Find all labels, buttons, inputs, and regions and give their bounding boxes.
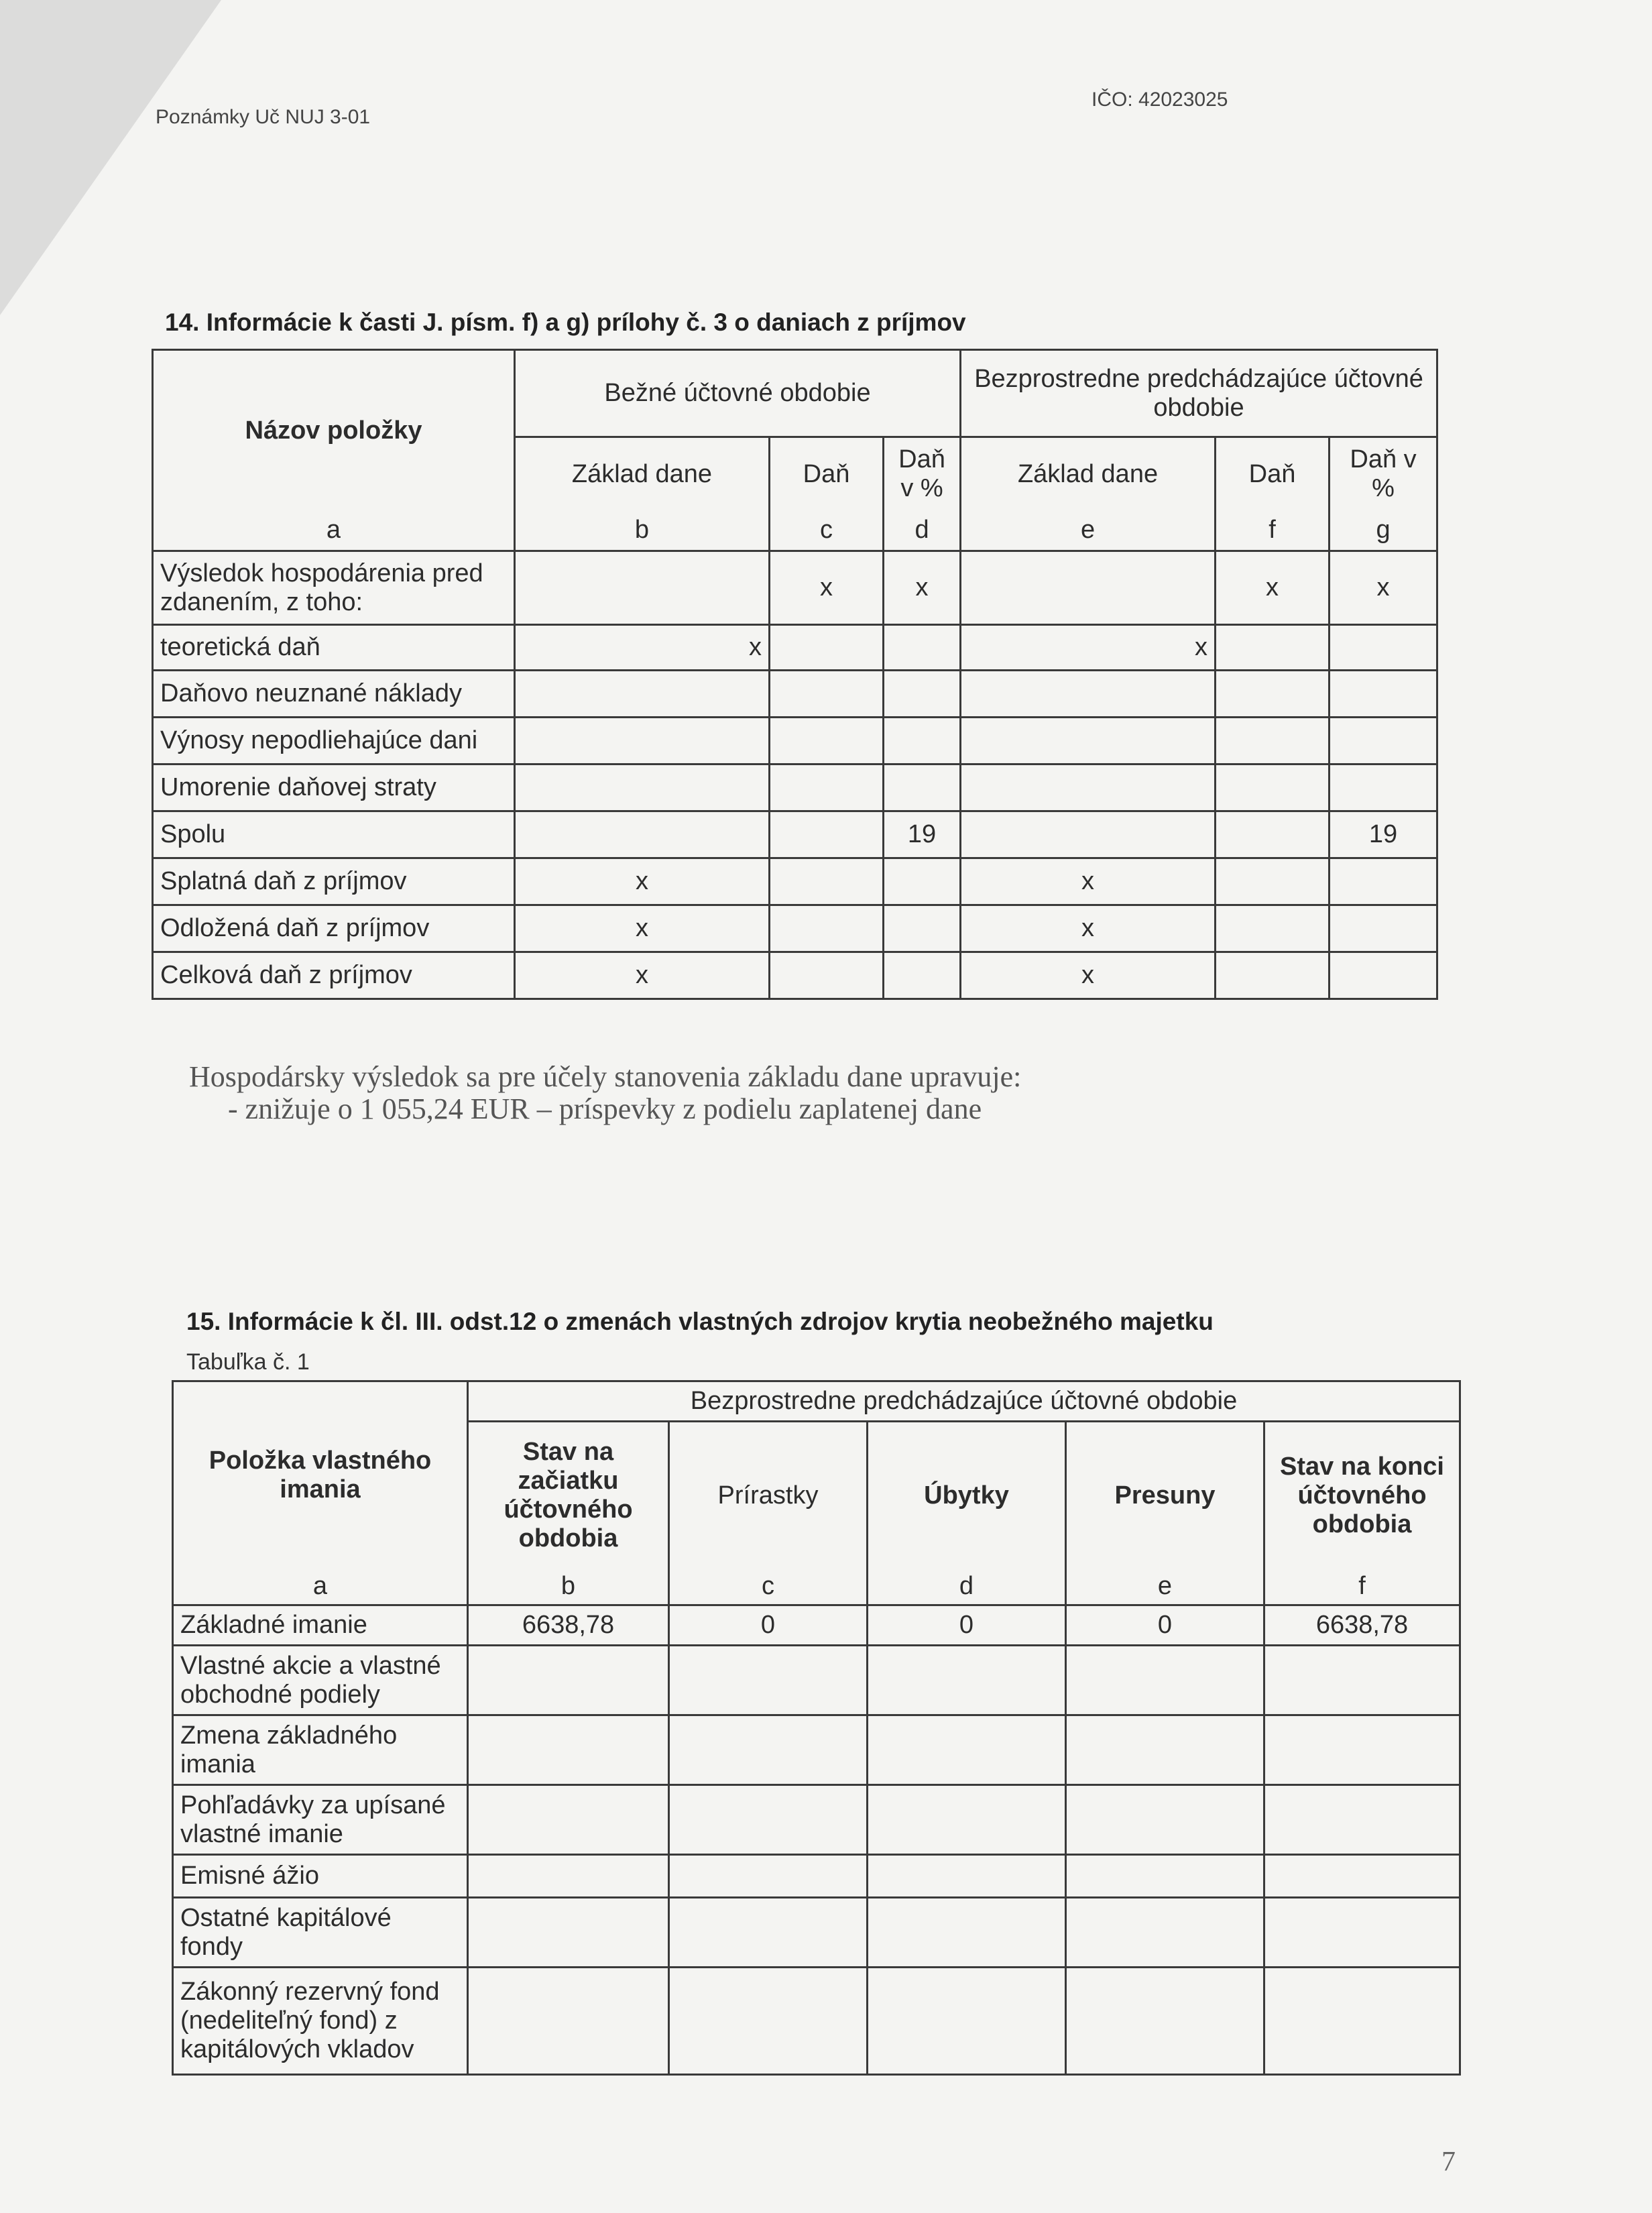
col-group-current: Bežné účtovné obdobie — [515, 350, 961, 437]
cell — [868, 1855, 1066, 1898]
cell — [770, 764, 884, 811]
cell: x — [961, 952, 1216, 999]
cell — [770, 952, 884, 999]
table-row — [173, 1785, 1460, 1855]
cell — [515, 671, 770, 718]
cell — [868, 1785, 1066, 1855]
cell — [1330, 952, 1437, 999]
scan-corner-shadow — [0, 0, 221, 315]
cell — [1216, 952, 1330, 999]
row-label: Vlastné akcie a vlastné obchodné podiely — [173, 1646, 468, 1715]
table-row — [153, 858, 1437, 905]
equity-table — [172, 1380, 1461, 2076]
cell — [515, 764, 770, 811]
table-row — [173, 1898, 1460, 1968]
row-label: Výnosy nepodliehajúce dani — [153, 718, 515, 764]
section-15-title: 15. Informácie k čl. III. odst.12 o zmenách vlastných zdrojov krytia neobežného majetku — [186, 1308, 1214, 1335]
cell-rate-current: 19 — [884, 811, 961, 858]
cell — [770, 811, 884, 858]
table-row — [153, 671, 1437, 718]
cell — [884, 952, 961, 999]
col-letter: c — [669, 1569, 868, 1605]
cell — [468, 1646, 669, 1715]
section-14-title: 14. Informácie k časti J. písm. f) a g) prílohy č. 3 o daniach z príjmov — [165, 308, 966, 336]
cell — [961, 671, 1216, 718]
cell — [468, 1968, 669, 2075]
table-row — [173, 1646, 1460, 1715]
table-row — [173, 1855, 1460, 1898]
cell: 0 — [1066, 1605, 1264, 1646]
cell: x — [961, 858, 1216, 905]
cell — [1216, 811, 1330, 858]
cell — [1264, 1785, 1460, 1855]
cell — [770, 625, 884, 671]
cell — [1330, 625, 1437, 671]
cell — [1066, 1855, 1264, 1898]
col-header-additions: Prírastky — [669, 1422, 868, 1569]
cell: x — [770, 551, 884, 625]
cell — [669, 1968, 868, 2075]
cell — [1066, 1646, 1264, 1715]
row-label: Emisné ážio — [173, 1855, 468, 1898]
cell — [770, 858, 884, 905]
cell — [961, 551, 1216, 625]
cell — [770, 671, 884, 718]
cell — [669, 1715, 868, 1785]
cell — [884, 625, 961, 671]
cell — [1066, 1898, 1264, 1968]
cell: x — [961, 905, 1216, 952]
cell — [468, 1898, 669, 1968]
cell: x — [1330, 551, 1437, 625]
row-label: Daňovo neuznané náklady — [153, 671, 515, 718]
col-header-rate: Daň v % — [884, 437, 961, 511]
cell — [1330, 764, 1437, 811]
col-letter: g — [1330, 511, 1437, 551]
col-header-start: Stav na začiatku účtovného obdobia — [468, 1422, 669, 1569]
cell — [868, 1646, 1066, 1715]
cell — [1330, 671, 1437, 718]
cell — [884, 905, 961, 952]
col-header-transfers: Presuny — [1066, 1422, 1264, 1569]
col-letter: a — [153, 511, 515, 551]
col-group-previous: Bezprostredne predchádzajúce účtovné obdobie — [961, 350, 1437, 437]
cell — [884, 858, 961, 905]
cell — [515, 811, 770, 858]
cell: x — [884, 551, 961, 625]
row-label: Ostatné kapitálové fondy — [173, 1898, 468, 1968]
table-row — [153, 905, 1437, 952]
cell — [884, 764, 961, 811]
cell — [669, 1785, 868, 1855]
cell: x — [515, 858, 770, 905]
cell-rate-previous: 19 — [1330, 811, 1437, 858]
col-letter: f — [1264, 1569, 1460, 1605]
cell: 0 — [868, 1605, 1066, 1646]
col-letter: f — [1216, 511, 1330, 551]
cell — [1216, 858, 1330, 905]
row-label: Zákonný rezervný fond (nedeliteľný fond) z kapitálových vkladov — [173, 1968, 468, 2075]
col-header-base: Základ dane — [515, 437, 770, 511]
cell — [669, 1855, 868, 1898]
table-row — [153, 764, 1437, 811]
cell: 6638,78 — [1264, 1605, 1460, 1646]
cell: x — [1216, 551, 1330, 625]
cell — [515, 718, 770, 764]
header-left: Poznámky Uč NUJ 3-01 — [156, 106, 371, 128]
row-label: Celková daň z príjmov — [153, 952, 515, 999]
cell — [1066, 1968, 1264, 2075]
cell: x — [515, 905, 770, 952]
cell — [1264, 1898, 1460, 1968]
cell — [1216, 625, 1330, 671]
row-label: Spolu — [153, 811, 515, 858]
col-header-rate-prev: Daň v % — [1330, 437, 1437, 511]
table-row — [153, 551, 1437, 625]
col-group-previous: Bezprostredne predchádzajúce účtovné obdobie — [468, 1381, 1460, 1422]
row-label: Splatná daň z príjmov — [153, 858, 515, 905]
col-header-name: Názov položky — [153, 350, 515, 511]
row-label: Umorenie daňovej straty — [153, 764, 515, 811]
cell — [884, 718, 961, 764]
cell: x — [515, 952, 770, 999]
row-label: teoretická daň — [153, 625, 515, 671]
cell — [1264, 1855, 1460, 1898]
row-label: Odložená daň z príjmov — [153, 905, 515, 952]
cell — [1264, 1715, 1460, 1785]
cell — [669, 1898, 868, 1968]
table-row — [173, 1715, 1460, 1785]
cell — [868, 1898, 1066, 1968]
table-row — [153, 811, 1437, 858]
col-header-item: Položka vlastného imania — [173, 1381, 468, 1569]
col-header-tax: Daň — [770, 437, 884, 511]
col-letter: d — [868, 1569, 1066, 1605]
col-letter: b — [468, 1569, 669, 1605]
col-letter: d — [884, 511, 961, 551]
cell: x — [961, 625, 1216, 671]
row-label: Základné imanie — [173, 1605, 468, 1646]
cell — [1216, 905, 1330, 952]
cell — [1330, 905, 1437, 952]
cell — [884, 671, 961, 718]
cell — [961, 811, 1216, 858]
tax-table — [152, 349, 1438, 1000]
cell — [468, 1855, 669, 1898]
section-15-subtitle: Tabuľka č. 1 — [186, 1349, 310, 1375]
col-letter: c — [770, 511, 884, 551]
note-line-2: - znižuje o 1 055,24 EUR – príspevky z podielu zaplatenej dane — [228, 1092, 982, 1125]
cell: x — [515, 625, 770, 671]
cell — [1216, 764, 1330, 811]
cell — [1330, 858, 1437, 905]
col-header-decreases: Úbytky — [868, 1422, 1066, 1569]
row-label: Zmena základného imania — [173, 1715, 468, 1785]
table-row — [173, 1968, 1460, 2075]
col-letter: e — [1066, 1569, 1264, 1605]
col-header-tax-prev: Daň — [1216, 437, 1330, 511]
cell — [961, 718, 1216, 764]
col-header-end: Stav na konci účtovného obdobia — [1264, 1422, 1460, 1569]
cell — [1264, 1968, 1460, 2075]
header-ico: IČO: 42023025 — [1092, 89, 1228, 111]
table-row — [153, 718, 1437, 764]
cell: 0 — [669, 1605, 868, 1646]
row-label: Výsledok hospodárenia pred zdanením, z toho: — [153, 551, 515, 625]
cell — [1216, 671, 1330, 718]
cell — [770, 905, 884, 952]
col-letter: b — [515, 511, 770, 551]
col-letter: a — [173, 1569, 468, 1605]
cell — [961, 764, 1216, 811]
cell — [1066, 1785, 1264, 1855]
cell — [669, 1646, 868, 1715]
row-label: Pohľadávky za upísané vlastné imanie — [173, 1785, 468, 1855]
note-line-1: Hospodársky výsledok sa pre účely stanovenia základu dane upravuje: — [189, 1060, 1022, 1093]
cell — [868, 1968, 1066, 2075]
cell — [1330, 718, 1437, 764]
col-letter: e — [961, 511, 1216, 551]
cell: 6638,78 — [468, 1605, 669, 1646]
cell — [868, 1715, 1066, 1785]
col-header-base-prev: Základ dane — [961, 437, 1216, 511]
cell — [770, 718, 884, 764]
table-row — [153, 952, 1437, 999]
cell — [1216, 718, 1330, 764]
cell — [1066, 1715, 1264, 1785]
cell — [468, 1715, 669, 1785]
table-row — [173, 1605, 1460, 1646]
page-number: 7 — [1441, 2147, 1456, 2177]
cell — [468, 1785, 669, 1855]
table-row — [153, 625, 1437, 671]
cell — [1264, 1646, 1460, 1715]
cell — [515, 551, 770, 625]
